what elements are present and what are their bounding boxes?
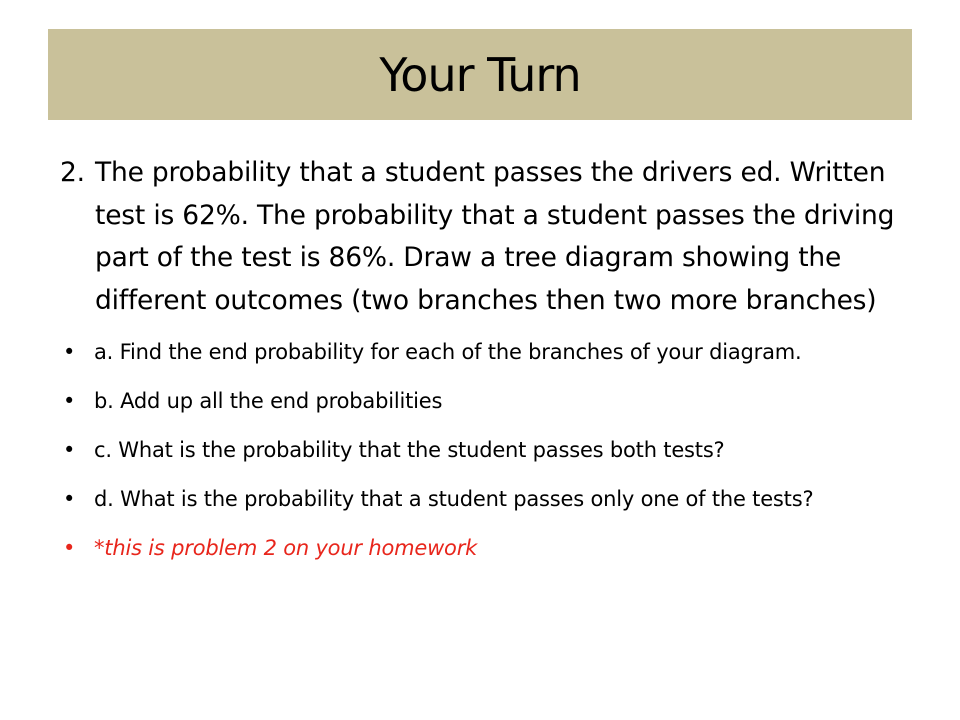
homework-note: *this is problem 2 on your homework bbox=[94, 536, 478, 560]
question-a: a. Find the end probability for each of the branches of your diagram. bbox=[94, 340, 802, 364]
bullet-icon: • bbox=[63, 340, 76, 364]
question-d: d. What is the probability that a student passes only one of the tests? bbox=[94, 487, 814, 511]
bullet-icon: • bbox=[63, 438, 76, 462]
title-bar bbox=[48, 29, 912, 120]
list-item bbox=[60, 532, 900, 564]
problem-text: The probability that a student passes the drivers ed. Written test is 62%. The probability that a student passes the driving part of the test is 86%. Draw a tree diagram showing the different outcomes (two branches then two more branches) bbox=[95, 157, 895, 316]
question-b: b. Add up all the end probabilities bbox=[94, 389, 443, 413]
problem-statement bbox=[60, 152, 900, 322]
question-list bbox=[60, 336, 900, 564]
list-item bbox=[60, 483, 900, 515]
bullet-icon: • bbox=[63, 536, 76, 560]
list-item bbox=[60, 336, 900, 368]
question-c: c. What is the probability that the student passes both tests? bbox=[94, 438, 725, 462]
slide-content bbox=[60, 152, 900, 581]
bullet-icon: • bbox=[63, 487, 76, 511]
slide-title: Your Turn bbox=[379, 47, 581, 102]
bullet-icon: • bbox=[63, 389, 76, 413]
list-item bbox=[60, 385, 900, 417]
problem-number: 2. bbox=[60, 157, 85, 188]
list-item bbox=[60, 434, 900, 466]
